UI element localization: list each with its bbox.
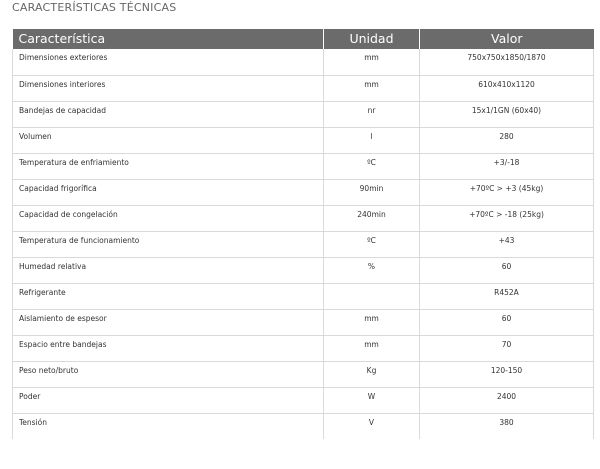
cell-unidad: l xyxy=(324,127,420,153)
cell-caracteristica: Temperatura de funcionamiento xyxy=(13,231,324,257)
cell-unidad: mm xyxy=(324,309,420,335)
table-row xyxy=(13,101,594,127)
table-row xyxy=(13,335,594,361)
cell-caracteristica: Espacio entre bandejas xyxy=(13,335,324,361)
cell-unidad: ºC xyxy=(324,231,420,257)
cell-valor: 60 xyxy=(420,257,594,283)
cell-unidad: mm xyxy=(324,335,420,361)
specs-table-header xyxy=(13,29,594,49)
table-row xyxy=(13,153,594,179)
cell-unidad: Kg xyxy=(324,361,420,387)
cell-valor: 280 xyxy=(420,127,594,153)
cell-valor: 15x1/1GN (60x40) xyxy=(420,101,594,127)
cell-caracteristica: Dimensiones interiores xyxy=(13,75,324,101)
column-header-valor: Valor xyxy=(420,29,594,49)
cell-valor: 610x410x1120 xyxy=(420,75,594,101)
table-row xyxy=(13,127,594,153)
cell-unidad: ºC xyxy=(324,153,420,179)
cell-caracteristica: Dimensiones exteriores xyxy=(13,49,324,75)
cell-valor: +43 xyxy=(420,231,594,257)
cell-valor: 70 xyxy=(420,335,594,361)
cell-caracteristica: Refrigerante xyxy=(13,283,324,309)
cell-caracteristica: Aislamiento de espesor xyxy=(13,309,324,335)
table-row xyxy=(13,205,594,231)
cell-valor: R452A xyxy=(420,283,594,309)
table-row xyxy=(13,231,594,257)
cell-unidad: mm xyxy=(324,49,420,75)
cell-unidad: 90min xyxy=(324,179,420,205)
cell-unidad: 240min xyxy=(324,205,420,231)
cell-caracteristica: Peso neto/bruto xyxy=(13,361,324,387)
cell-caracteristica: Poder xyxy=(13,387,324,413)
cell-caracteristica: Temperatura de enfriamiento xyxy=(13,153,324,179)
table-row xyxy=(13,257,594,283)
cell-valor: +70ºC > +3 (45kg) xyxy=(420,179,594,205)
cell-caracteristica: Bandejas de capacidad xyxy=(13,101,324,127)
cell-unidad: W xyxy=(324,387,420,413)
cell-unidad xyxy=(324,283,420,309)
cell-caracteristica: Humedad relativa xyxy=(13,257,324,283)
table-row xyxy=(13,49,594,75)
column-header-unidad: Unidad xyxy=(324,29,420,49)
table-row xyxy=(13,361,594,387)
cell-unidad: % xyxy=(324,257,420,283)
table-row xyxy=(13,413,594,439)
table-row xyxy=(13,75,594,101)
cell-valor: +70ºC > -18 (25kg) xyxy=(420,205,594,231)
cell-valor: 750x750x1850/1870 xyxy=(420,49,594,75)
table-row xyxy=(13,179,594,205)
cell-caracteristica: Volumen xyxy=(13,127,324,153)
table-row xyxy=(13,387,594,413)
cell-caracteristica: Capacidad frigorífica xyxy=(13,179,324,205)
specs-table-body xyxy=(13,49,594,439)
cell-valor: 120-150 xyxy=(420,361,594,387)
cell-valor: 2400 xyxy=(420,387,594,413)
cell-unidad: nr xyxy=(324,101,420,127)
cell-valor: 60 xyxy=(420,309,594,335)
cell-caracteristica: Tensión xyxy=(13,413,324,439)
cell-caracteristica: Capacidad de congelación xyxy=(13,205,324,231)
column-header-caracteristica: Característica xyxy=(13,29,324,49)
cell-unidad: mm xyxy=(324,75,420,101)
specs-table xyxy=(12,29,594,439)
cell-unidad: V xyxy=(324,413,420,439)
cell-valor: 380 xyxy=(420,413,594,439)
table-row xyxy=(13,309,594,335)
section-title: CARACTERÍSTICAS TÉCNICAS xyxy=(12,1,177,14)
header-row xyxy=(13,29,594,49)
table-row xyxy=(13,283,594,309)
cell-valor: +3/-18 xyxy=(420,153,594,179)
